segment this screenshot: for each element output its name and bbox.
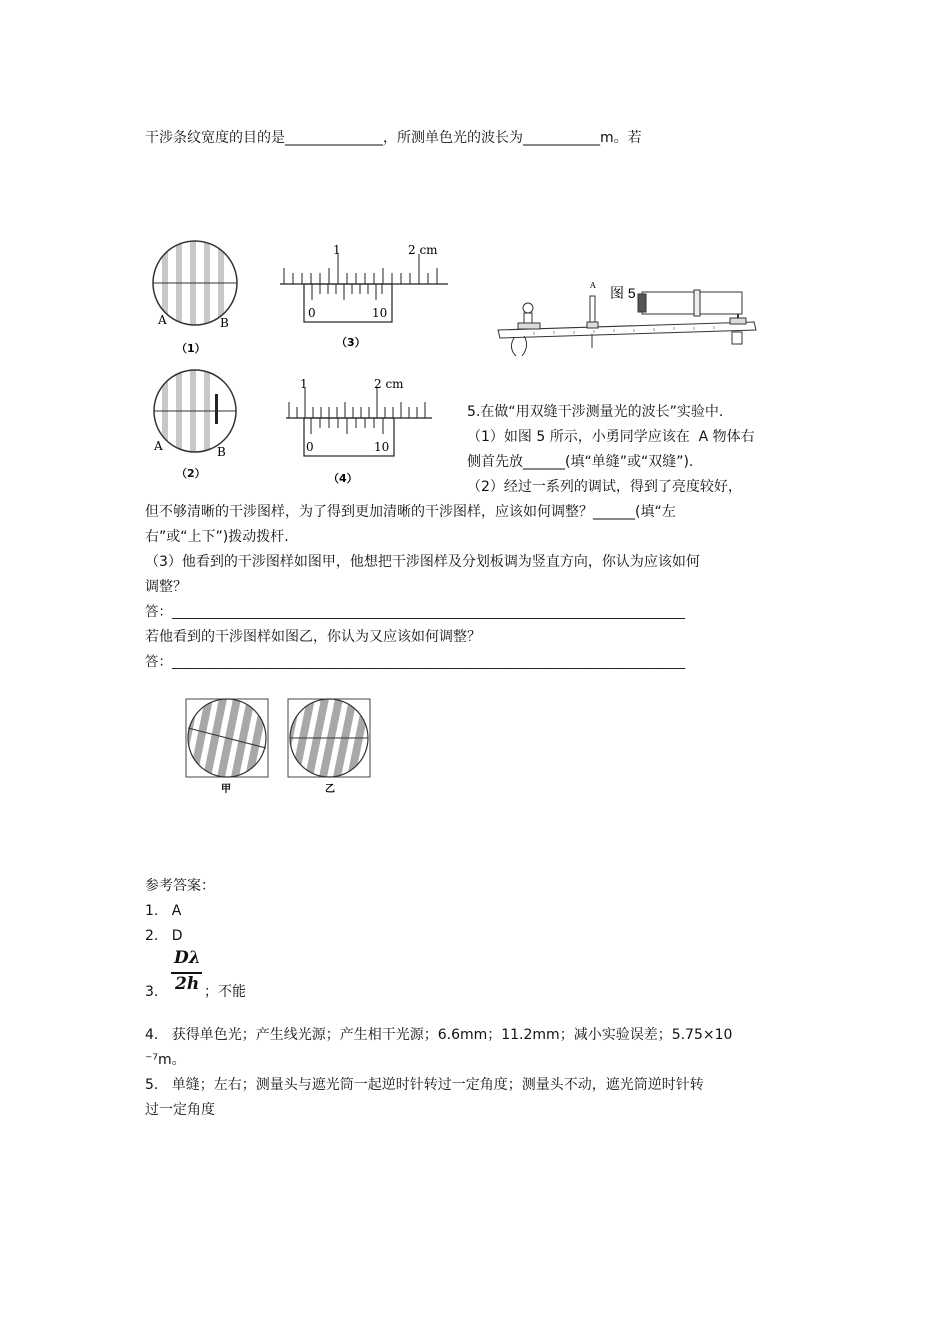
caption-2: （2） (176, 467, 206, 480)
caption-yi: 乙 (325, 784, 335, 795)
scale-label-2cm: 2 cm (374, 377, 404, 391)
q5-part1-line1: （1）如图 5 所示，小勇同学应该在 A 物体右 (467, 429, 755, 445)
q5-part3-line2: 调整？ (145, 579, 187, 595)
caption-3: （3） (336, 336, 366, 349)
vernier-label-0: 0 (308, 306, 316, 320)
caption-4: （4） (328, 472, 358, 485)
answer-4-line2: ⁻⁷m。 (145, 1052, 186, 1068)
caption-1: （1） (176, 342, 206, 355)
answer-5-line2: 过一定角度 (145, 1102, 215, 1118)
q5-intro: 5.在做“用双缝干涉测量光的波长”实验中. (467, 404, 724, 420)
answer-3-tail: ；不能 (204, 984, 246, 1000)
answer-blank-2: 答：____________________________________________________________________________ (145, 654, 685, 670)
answer-3-numerator: Dλ (174, 948, 201, 968)
q5-part2-line3: 右”或“上下”)拨动拨杆. (145, 529, 289, 545)
vernier-figure-3 (278, 240, 450, 355)
fringe-figure-2 (148, 368, 248, 463)
answers-heading: 参考答案： (145, 878, 215, 894)
fringe-figure-yi (286, 698, 372, 796)
answer-3-denominator: 2h (175, 974, 200, 994)
scale-label-1: 1 (333, 243, 341, 257)
answer-4-line1: 4. 获得单色光；产生线光源；产生相干光源；6.6mm；11.2mm；减小实验误差；5.75×10 (145, 1027, 733, 1043)
answer-blank-1: 答：____________________________________________________________________________ (145, 604, 685, 620)
label-a: A (154, 439, 163, 453)
apparatus-label-a: A (590, 281, 596, 290)
vernier-label-10: 10 (372, 306, 388, 320)
q5-part2-line2: 但不够清晰的干涉图样，为了得到更加清晰的干涉图样，应该如何调整？______(填“左 (145, 504, 676, 520)
answer-5-line1: 5. 单缝；左右；测量头与遮光筒一起逆时针转过一定角度；测量头不动，遮光筒逆时针转 (145, 1077, 704, 1093)
label-b: B (217, 445, 226, 459)
vernier-figure-4 (284, 374, 434, 486)
q5-part1-line2: 侧首先放______(填“单缝”或“双缝”). (467, 454, 694, 470)
label-b: B (220, 316, 229, 330)
caption-jia: 甲 (221, 784, 231, 795)
apparatus-figure-5 (494, 278, 760, 358)
q5-part2-line1: （2）经过一系列的调试，得到了亮度较好， (467, 479, 742, 495)
answer-2: 2. D (145, 928, 183, 944)
text-line-top: 干涉条纹宽度的目的是______________，所测单色光的波长为___________m。若 (145, 130, 642, 146)
fringe-figure-1 (148, 238, 248, 358)
scale-label-1: 1 (300, 377, 308, 391)
answer-3-number: 3. (145, 984, 159, 1000)
scale-label-2cm: 2 cm (408, 243, 438, 257)
q5-part4: 若他看到的干涉图样如图乙，你认为又应该如何调整？ (145, 629, 481, 645)
answer-1: 1. A (145, 903, 182, 919)
fig5-label: 图 5 (610, 285, 636, 301)
label-a: A (158, 313, 167, 327)
vernier-label-0: 0 (306, 440, 314, 454)
q5-part3-line1: （3）他看到的干涉图样如图甲，他想把干涉图样及分划板调为竖直方向，你认为应该如何 (145, 554, 700, 570)
vernier-label-10: 10 (374, 440, 390, 454)
fringe-figure-jia (184, 698, 270, 796)
